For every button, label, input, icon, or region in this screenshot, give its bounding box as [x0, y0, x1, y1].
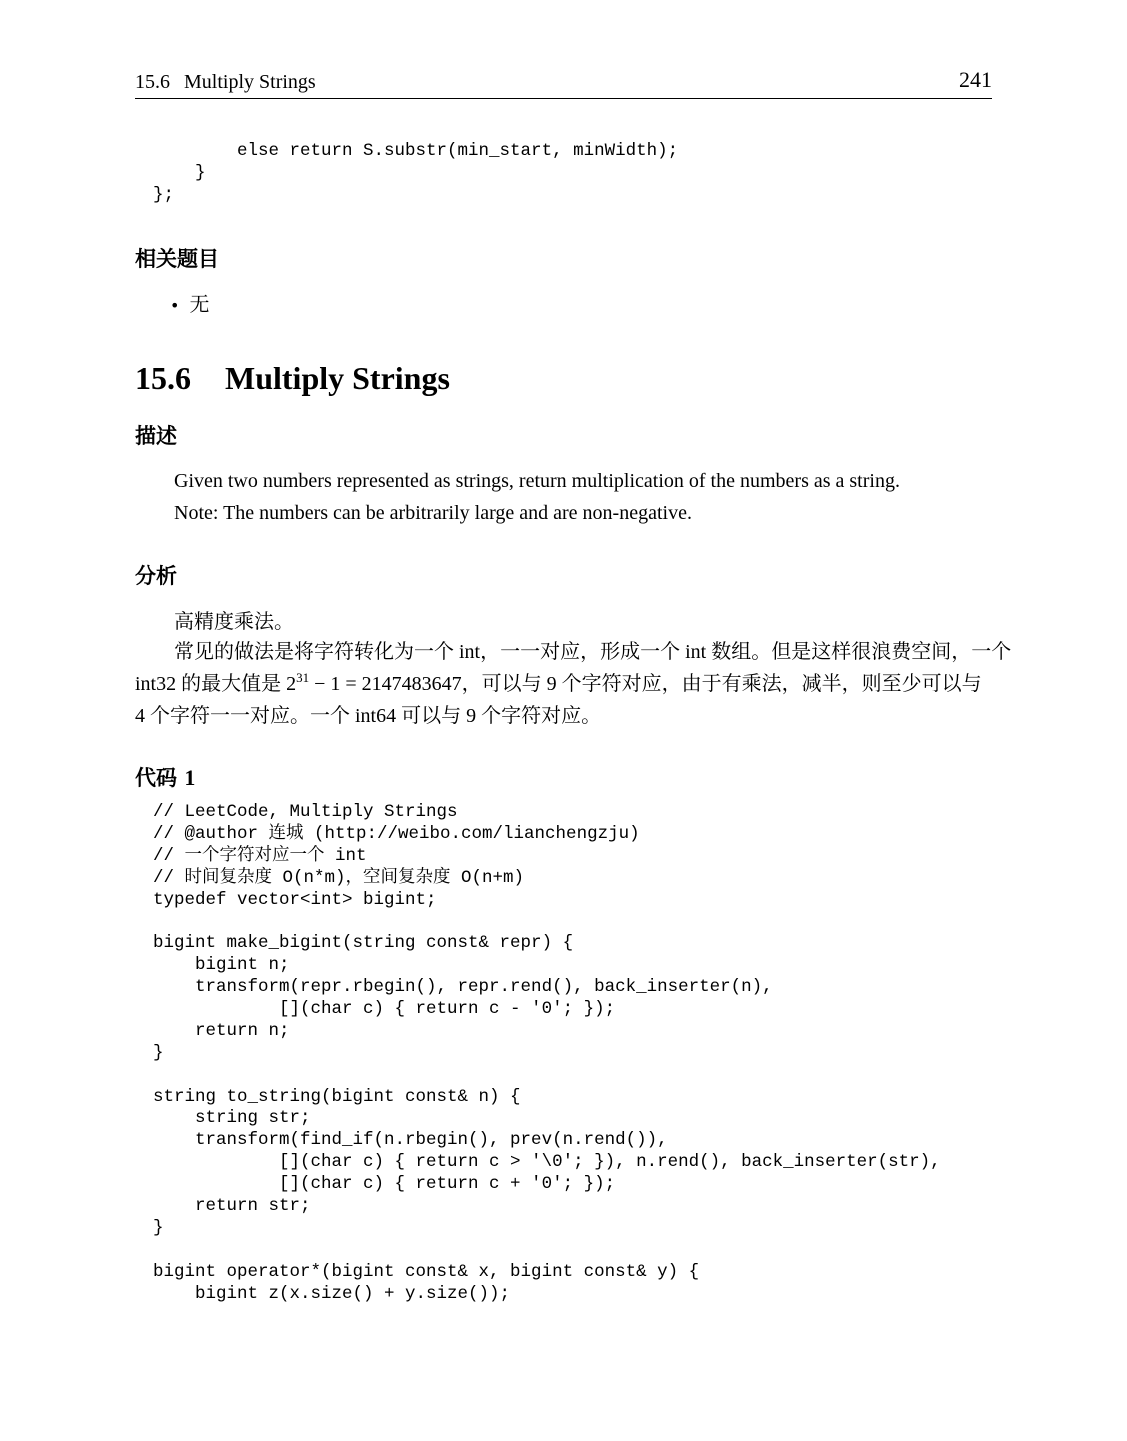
section-title-text: Multiply Strings [225, 360, 450, 396]
math-base: 2 [286, 673, 297, 695]
code-line [153, 911, 941, 933]
bullet-icon: • [170, 295, 180, 315]
running-header-title [135, 68, 316, 96]
related-heading: 相关题目 [135, 247, 219, 271]
code-line: [](char c) { return c - '0'; }); [153, 999, 616, 1020]
code-line: else return S.substr(min_start, minWidth); [153, 141, 679, 161]
code-line: } [153, 1042, 164, 1063]
analysis-line-2-text: 常见的做法是将字符转化为一个 int，一一对应，形成一个 int 数组。但是这样很浪费空间，一个 [174, 641, 1012, 663]
code-line: string str; [153, 1108, 311, 1129]
analysis-heading: 分析 [135, 564, 177, 588]
analysis-line-4: 4 个字符一一对应。一个 int64 可以与 9 个字符对应。 [135, 705, 602, 727]
code-line: [](char c) { return c + '0'; }); [153, 1174, 616, 1195]
description-line-1: Given two numbers represented as strings, return multiplication of the numbers as a string. [174, 470, 900, 492]
code-line [153, 1240, 941, 1262]
code1-heading-text: 代码 [135, 766, 177, 790]
math-exponent: 31 [296, 670, 310, 685]
analysis-line-3-a: int32 的最大值是 [135, 673, 287, 695]
math-power [286, 670, 310, 695]
code-line: [](char c) { return c > '\0'; }), n.rend(), back_inserter(str), [153, 1152, 941, 1173]
section-title [135, 358, 450, 398]
description-heading: 描述 [135, 424, 177, 448]
analysis-line-2 [174, 636, 1012, 668]
code-line: bigint operator*(bigint const& x, bigint const& y) { [153, 1261, 700, 1282]
code-line: string to_string(bigint const& n) { [153, 1086, 521, 1107]
code-line: // 一个字符对应一个 int [153, 845, 367, 866]
list-item [170, 290, 209, 320]
code-line: bigint z(x.size() + y.size()); [153, 1283, 511, 1304]
code1-heading [135, 764, 195, 792]
code-block-top [153, 141, 678, 207]
code-line: }; [153, 184, 175, 205]
code-line: transform(repr.rbegin(), repr.rend(), back_inserter(n), [153, 977, 773, 998]
analysis-line-3 [135, 668, 992, 700]
code-block-1 [153, 802, 941, 1305]
header-section-title: Multiply Strings [184, 71, 316, 93]
code-line: typedef vector<int> bigint; [153, 889, 437, 910]
code-line: // @author 连城 (http://weibo.com/lianchengzju) [153, 823, 640, 844]
analysis-line-1: 高精度乘法。 [174, 609, 294, 633]
code-line: transform(find_if(n.rbegin(), prev(n.rend()), [153, 1130, 668, 1151]
description-line-2: Note: The numbers can be arbitrarily large and are non-negative. [174, 502, 692, 524]
code-line: bigint n; [153, 955, 290, 976]
related-item-text: 无 [189, 292, 210, 316]
code-line: return str; [153, 1196, 311, 1217]
code1-heading-number: 1 [184, 765, 196, 790]
code-line: return n; [153, 1020, 290, 1041]
code-line: } [153, 162, 206, 183]
related-list [170, 290, 209, 320]
page-number: 241 [959, 67, 992, 92]
running-header [135, 68, 992, 99]
code-line: bigint make_bigint(string const& repr) { [153, 933, 574, 954]
section-number: 15.6 [135, 360, 191, 396]
code-line: // 时间复杂度 O(n*m)，空间复杂度 O(n+m) [153, 867, 525, 888]
code-line: // LeetCode, Multiply Strings [153, 802, 458, 822]
analysis-line-3-b: − 1 = 2147483647，可以与 9 个字符对应，由于有乘法，减半，则至少可以与 [309, 673, 982, 695]
code-line: } [153, 1217, 164, 1238]
code-line [153, 1065, 941, 1087]
header-section-number: 15.6 [135, 71, 170, 93]
